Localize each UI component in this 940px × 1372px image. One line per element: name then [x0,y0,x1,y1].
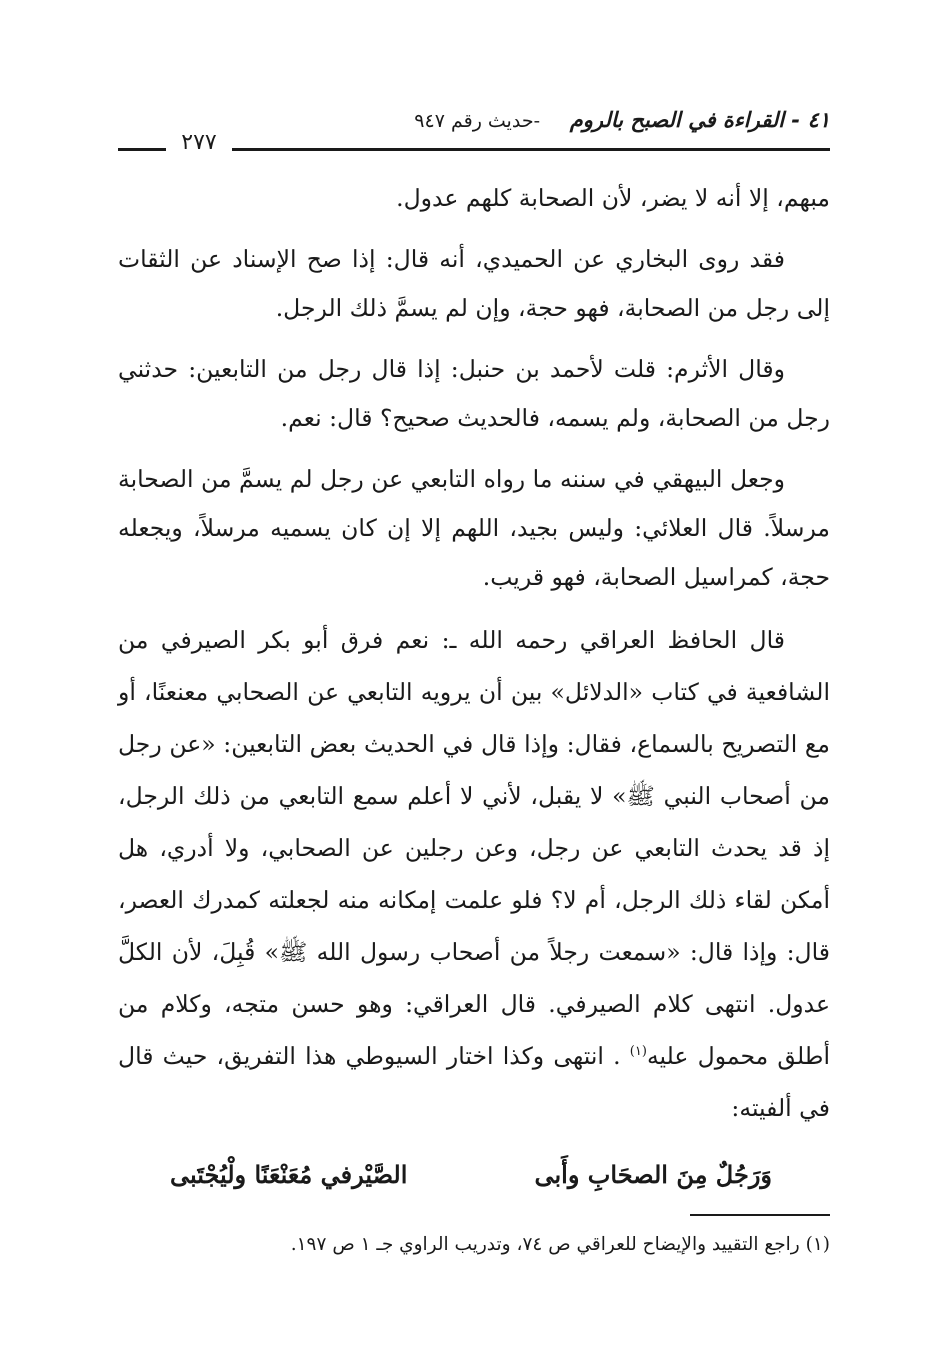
page-number: ٢٧٧ [166,126,232,160]
last-line-tail: . انتهى وكذا اختار السيوطي هذا التفريق، حيث قال في ألفيته: [118,1042,830,1122]
poem-first-hemistich: وَرَجُلٌ مِنَ الصحَابِ وأَبى [534,1160,772,1189]
paragraph-2: فقد روى البخاري عن الحميدي، أنه قال: إذا صح الإسناد عن الثقات إلى رجل من الصحابة، فهو حجة، وإن لم يسمَّ ذلك الرجل. [118,245,830,322]
footnote-marker[interactable]: (١) [629,1044,647,1060]
paragraph-1: مبهم، إلا أنه لا يضر، لأن الصحابة كلهم عدول. [396,184,830,212]
paragraph-4: وجعل البيهقي في سننه ما رواه التابعي عن رجل لم يسمَّ من الصحابة مرسلاً. قال العلائي: وليس بجيد، اللهم إلا إن كان يسميه مرسلاً، ويجعله حجة، كمراسيل الصحابة، فهو قريب. [118,465,830,591]
footnote: (١) راجع التقييد والإيضاح للعراقي ص ٧٤، وتدريب الراوي جـ ١ ص ١٩٧. [290,1234,830,1255]
paragraph-5 [118,614,830,1134]
hadith-reference: -حديث رقم ٩٤٧ [414,110,540,132]
paragraph-3: وقال الأثرم: قلت لأحمد بن حنبل: إذا قال رجل من التابعين: حدثني رجل من الصحابة، ولم يسمه، فالحديث صحيح؟ قال: نعم. [118,355,830,432]
footnote-separator [690,1214,830,1216]
poem-verse [118,1160,830,1202]
last-line-lead: عليه [646,1042,689,1070]
paragraph-5-text: قال الحافظ العراقي رحمه الله ـ: نعم فرق أبو بكر الصيرفي من الشافعية في كتاب «الدلائل» بين أن يرويه التابعي عن الصحابي معنعنًا، أو مع التصريح بالسماع، فقال: وإذا قال في الحديث بعض التابعين: «عن رجل من أصحاب النبي ﷺ» لا يقبل، لأني لا أعلم سمع التابعي من ذلك الرجل، إذ قد يحدث التابعي عن رجل، وعن رجلين عن الصحابي، ولا أدري، هل أمكن لقاء ذلك الرجل، أم لا؟ فلو علمت إمكانه منه لجعلته كمدرك العصر، قال: وإذا قال: «سمعت رجلاً من أصحاب رسول الله ﷺ» قُبِلَ، لأن الكلَّ عدول. انتهى كلام الصيرفي. قال العراقي: وهو حسن متجه، وكلام من أطلق محمول [118,626,830,1070]
body-text [118,174,830,1146]
poem-second-hemistich: الصَّيْرفي مُعَنْعَنًا ولْيُجْتَبى [170,1160,408,1189]
chapter-title: ٤١ - القراءة في الصبح بالروم [569,108,830,132]
